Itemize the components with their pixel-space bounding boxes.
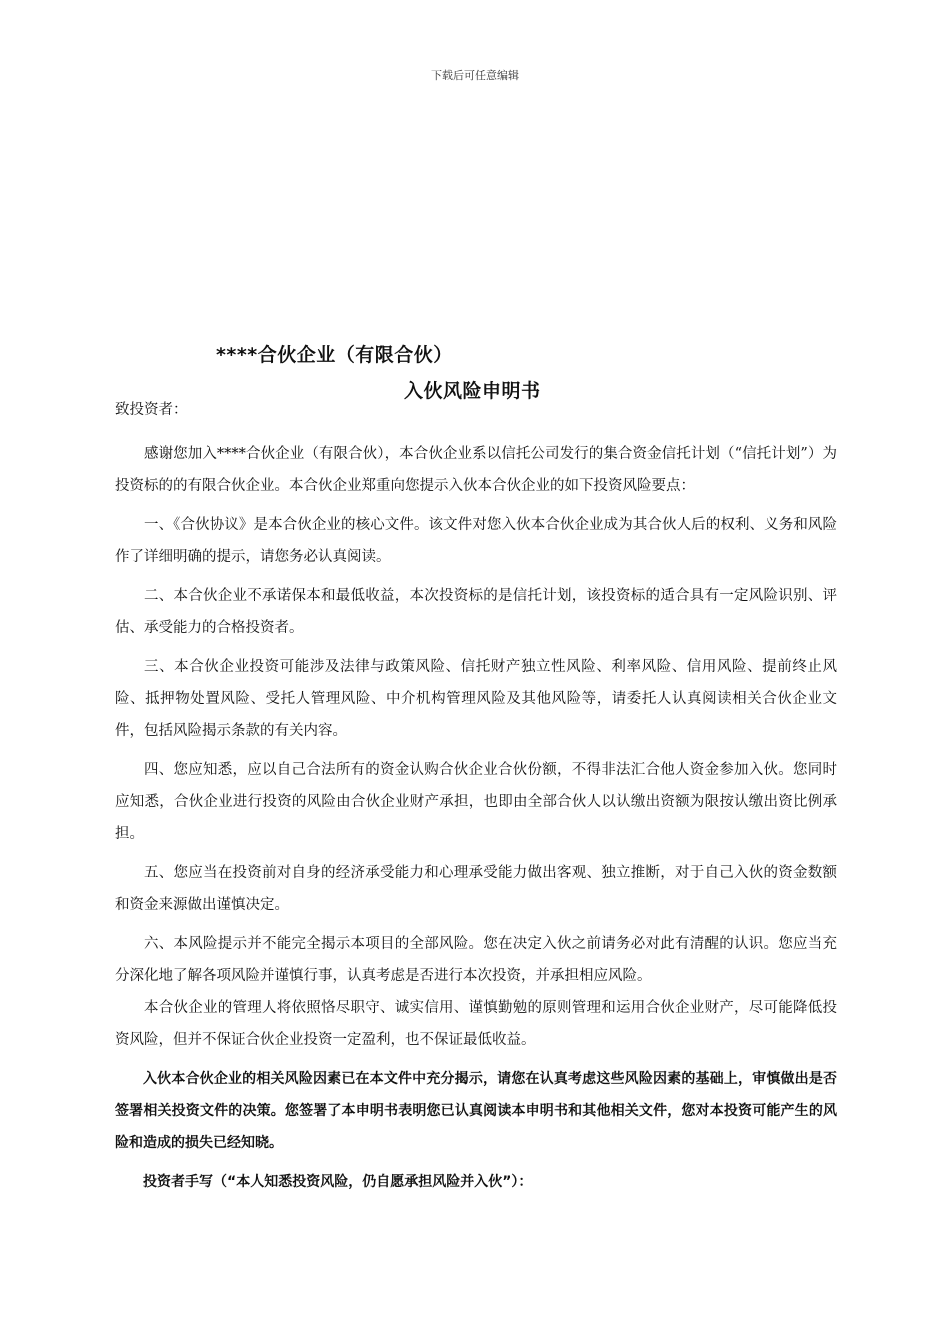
risk-point-5: 五、您应当在投资前对自身的经济承受能力和心理承受能力做出客观、独立推断，对于自己入伙的资金数额和资金来源做出谨慎决定。	[115, 865, 837, 913]
manager-statement: 本合伙企业的管理人将依照恪尽职守、诚实信用、谨慎勤勉的原则管理和运用合伙企业财产，尽可能降低投资风险，但并不保证合伙企业投资一定盈利，也不保证最低收益。	[115, 1000, 837, 1048]
risk-point-6: 六、本风险提示并不能完全揭示本项目的全部风险。您在决定入伙之前请务必对此有清醒的认识。您应当充分深化地了解各项风险并谨慎行事，认真考虑是否进行本次投资，并承担相应风险。	[115, 936, 837, 984]
salutation: 致投资者：	[115, 402, 188, 418]
intro-paragraph: 感谢您加入****合伙企业（有限合伙），本合伙企业系以信托公司发行的集合资金信托计划（“信托计划”）为投资标的的有限合伙企业。本合伙企业郑重向您提示入伙本合伙企业的如下投资风险要点：	[115, 446, 837, 494]
risk-point-2: 二、本合伙企业不承诺保本和最低收益，本次投资标的是信托计划，该投资标的适合具有一定风险识别、评估、承受能力的合格投资者。	[115, 588, 837, 636]
risk-point-1: 一、《合伙协议》是本合伙企业的核心文件。该文件对您入伙本合伙企业成为其合伙人后的权利、义务和风险作了详细明确的提示，请您务必认真阅读。	[115, 517, 837, 565]
risk-point-4: 四、您应知悉，应以自己合法所有的资金认购合伙企业合伙份额，不得非法汇合他人资金参加入伙。您同时应知悉，合伙企业进行投资的风险由合伙企业财产承担，也即由全部合伙人以认缴出资额为限按认缴出资比例承担。	[115, 762, 837, 842]
risk-acknowledgement: 入伙本合伙企业的相关风险因素已在本文件中充分揭示，请您在认真考虑这些风险因素的基础上，审慎做出是否签署相关投资文件的决策。您签署了本申明书表明您已认真阅读本申明书和其他相关文件，您对本投资可能产生的风险和造成的损失已经知晓。	[115, 1071, 837, 1151]
document-title-statement: 入伙风险申明书	[404, 380, 541, 402]
statement-body	[115, 438, 837, 1205]
investor-handwriting-prompt: 投资者手写（“本人知悉投资风险，仍自愿承担风险并入伙”）：	[143, 1174, 533, 1190]
page-header-note: 下载后可任意编辑	[431, 69, 519, 82]
risk-point-3: 三、本合伙企业投资可能涉及法律与政策风险、信托财产独立性风险、利率风险、信用风险、提前终止风险、抵押物处置风险、受托人管理风险、中介机构管理风险及其他风险等，请委托人认真阅读相关合伙企业文件，包括风险揭示条款的有关内容。	[115, 659, 837, 739]
document-title-company: ****合伙企业（有限合伙）	[216, 344, 453, 366]
